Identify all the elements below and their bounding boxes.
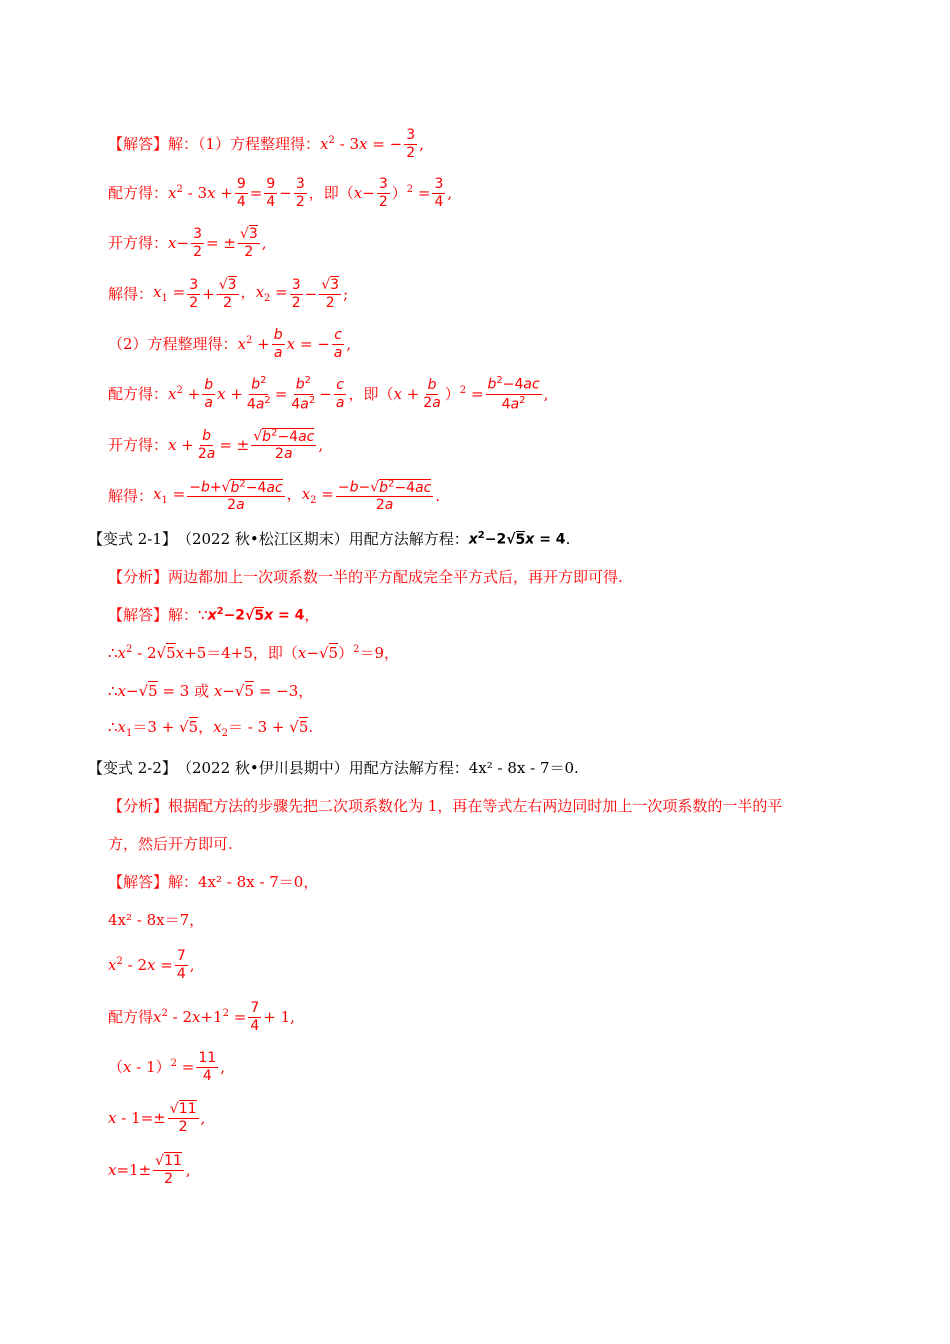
solution1-line2: 配方得： $x^2 - 3x$ + $\frac{9}{4}$ = $\frac{9}{4}$ − $\frac{3}{2}$ ，即（x− $\frac{3}{2}$ ）$^2$ = $\frac{3}{4}$ , bbox=[108, 175, 453, 210]
step-label: 解得： bbox=[108, 284, 154, 303]
analysis-label: 【分析】 bbox=[108, 796, 169, 815]
solution1-line1: 【解答】解：（1）方程整理得： $x^2 - 3x$ = − $\frac{3}{2}$ , bbox=[108, 126, 424, 161]
solution2-line2: 配方得： $x^2$ + $\frac{b}{a}$ x + $\frac{b^2}{4a^2}$ = $\frac{b^2}{4a^2}$ − $\frac{c}{a}$ ，即（x + $\frac{b}{2a}$ ）$^2$ = $\frac{b^2-4ac}{4a^2}$ , bbox=[108, 375, 549, 413]
solution2-line3: 开方得： x + $\frac{b}{2a}$ = ± $\frac{√b^2-4ac}{2a}$ , bbox=[108, 426, 324, 463]
fraction: $\frac{b}{a}$ bbox=[273, 326, 283, 361]
answer-head: 解：4x² - 8x - 7＝0， bbox=[168, 872, 319, 891]
fraction: $\frac{√11}{2}$ bbox=[155, 1152, 182, 1187]
variant22-label: 【变式 2-2】 bbox=[88, 758, 177, 777]
fraction: $\frac{3}{2}$ bbox=[378, 175, 388, 210]
analysis-label: 【分析】 bbox=[108, 567, 169, 586]
step-label: 配方得 bbox=[108, 1007, 154, 1026]
fraction: $\frac{-b-√b^2-4ac}{2a}$ bbox=[337, 477, 432, 514]
fraction: $\frac{7}{4}$ bbox=[176, 947, 186, 982]
fraction: $\frac{√3}{2}$ bbox=[239, 225, 258, 260]
fraction: $\frac{b^2}{4a^2}$ bbox=[246, 375, 271, 413]
variant22-step5: x - 1=± $\frac{√11}{2}$ , bbox=[108, 1100, 206, 1135]
fraction: $\frac{b}{2a}$ bbox=[197, 427, 216, 462]
fraction: $\frac{b}{2a}$ bbox=[423, 376, 441, 411]
variant22-step4: （x - 1）$^2$ = $\frac{11}{4}$ , bbox=[108, 1049, 225, 1084]
variant21-step2: ∴x−√5 = 3 或 x−√5 = −3， bbox=[108, 681, 314, 700]
variant22-title bbox=[88, 757, 579, 779]
variant22-step2: $x^2 - 2x$ = $\frac{7}{4}$ , bbox=[108, 947, 195, 982]
fraction: $\frac{7}{4}$ bbox=[250, 999, 260, 1034]
variant21-source: （2022 秋•松江区期末）用配方法解方程： bbox=[176, 529, 469, 548]
fraction: $\frac{3}{2}$ bbox=[291, 276, 301, 311]
variant22-analysis1 bbox=[108, 795, 782, 817]
solution1-header: 【解答】解：（1）方程整理得： bbox=[108, 134, 321, 153]
fraction: $\frac{3}{2}$ bbox=[295, 175, 305, 210]
answer-label: 【解答】 bbox=[108, 872, 169, 891]
fraction: $\frac{√b^2-4ac}{2a}$ bbox=[253, 426, 315, 463]
step-text: 4x² - 8x＝7， bbox=[108, 910, 205, 929]
variant22-answer bbox=[108, 871, 318, 893]
fraction: $\frac{3}{4}$ bbox=[434, 175, 444, 210]
part2-header: （2）方程整理得： bbox=[108, 334, 238, 353]
variant21-label: 【变式 2-1】 bbox=[88, 529, 177, 548]
step-label: 配方得： bbox=[108, 183, 169, 202]
fraction: $\frac{b^2}{4a^2}$ bbox=[291, 375, 316, 413]
variant22-source: （2022 秋•伊川县期中）用配方法解方程：4x² - 8x - 7＝0. bbox=[176, 758, 579, 777]
analysis-text-cont: 方，然后开方即可. bbox=[108, 834, 233, 853]
fraction: $\frac{11}{4}$ bbox=[198, 1049, 217, 1084]
answer-head: 解： bbox=[168, 605, 199, 624]
variant21-analysis bbox=[108, 566, 623, 588]
fraction: $\frac{3}{2}$ bbox=[406, 126, 416, 161]
fraction: $\frac{9}{4}$ bbox=[266, 175, 276, 210]
fraction: $\frac{√3}{2}$ bbox=[321, 276, 340, 311]
fraction: $\frac{√3}{2}$ bbox=[218, 276, 237, 311]
analysis-text: 根据配方法的步骤先把二次项系数化为 1，再在等式左右两边同时加上一次项系数的一半的平 bbox=[168, 796, 783, 815]
fraction: $\frac{9}{4}$ bbox=[236, 175, 246, 210]
variant22-analysis2 bbox=[108, 833, 233, 855]
fraction: $\frac{-b+√b^2-4ac}{2a}$ bbox=[189, 477, 283, 514]
fraction: $\frac{b^2-4ac}{4a^2}$ bbox=[487, 375, 540, 413]
solution2-line1: （2）方程整理得： $x^2$ + $\frac{b}{a}$ x = − $\frac{c}{a}$ , bbox=[108, 326, 352, 361]
fraction: $\frac{3}{2}$ bbox=[193, 225, 202, 260]
analysis-text: 两边都加上一次项系数一半的平方配成完全平方式后，再开方即可得. bbox=[168, 567, 623, 586]
fraction: $\frac{c}{a}$ bbox=[333, 326, 343, 361]
variant21-step3: $\therefore x_1=3 + √5$，$x_2= - 3 + √5$. bbox=[108, 717, 314, 739]
fraction: $\frac{b}{a}$ bbox=[204, 376, 214, 411]
step-label: 开方得： bbox=[108, 435, 169, 454]
variant22-step6: x=1± $\frac{√11}{2}$ , bbox=[108, 1152, 191, 1187]
step-label: 解得： bbox=[108, 486, 154, 505]
solution1-line3: 开方得： x− $\frac{3}{2}$ = ± $\frac{√3}{2}$ , bbox=[108, 225, 267, 260]
variant21-title: 【变式 2-1】 （2022 秋•松江区期末）用配方法解方程： $x^2-2√5x = 4$ . bbox=[88, 529, 571, 548]
variant22-step1 bbox=[108, 909, 204, 931]
solution2-line4: 解得： $x_1$ = $\frac{-b+√b^2-4ac}{2a}$ ，$x_2$ = $\frac{-b-√b^2-4ac}{2a}$ . bbox=[108, 477, 441, 514]
variant21-step1: $\therefore x^2 - 2√5x+5=4+5$，即$(x-√5)^2=9$， bbox=[108, 644, 399, 662]
fraction: $\frac{c}{a}$ bbox=[335, 376, 345, 411]
variant21-answer: 【解答】 解： ∵ $x^2-2√5x = 4$ ， bbox=[108, 605, 320, 624]
variant22-step3: 配方得 $x^2 - 2x+1^2$ = $\frac{7}{4}$ + 1, bbox=[108, 999, 295, 1034]
solution1-line4: 解得： $x_1$ = $\frac{3}{2}$ + $\frac{√3}{2}$ ，$x_2$ = $\frac{3}{2}$ − $\frac{√3}{2}$ ; bbox=[108, 276, 349, 311]
step-label: 配方得： bbox=[108, 384, 169, 403]
answer-label: 【解答】 bbox=[108, 605, 169, 624]
step-label: 开方得： bbox=[108, 233, 169, 252]
fraction: $\frac{3}{2}$ bbox=[189, 276, 199, 311]
fraction: $\frac{√11}{2}$ bbox=[169, 1100, 197, 1135]
equation: $x^2 - 3x$ = − bbox=[320, 135, 403, 153]
